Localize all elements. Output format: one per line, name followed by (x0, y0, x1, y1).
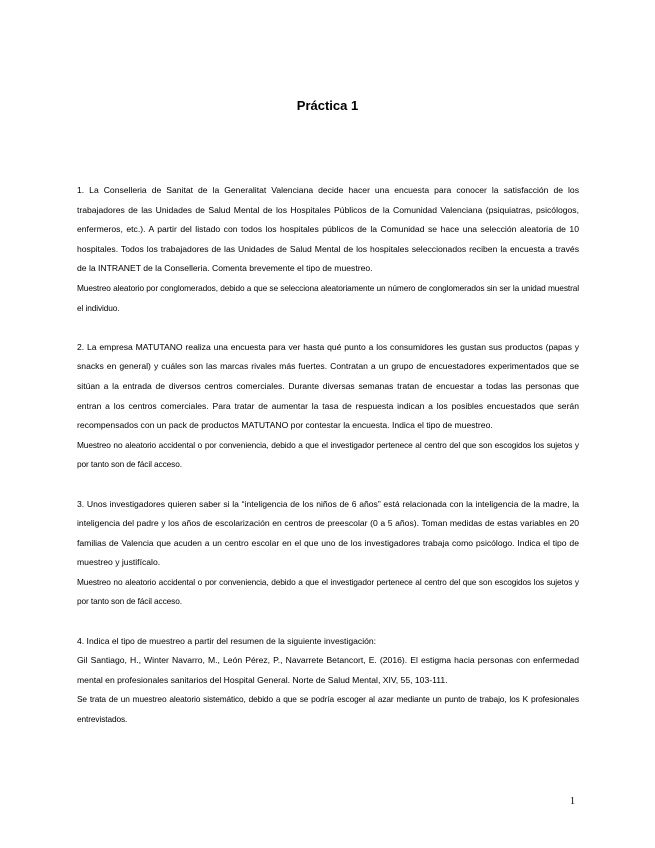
document-body (77, 181, 579, 730)
paragraph-spacer (77, 475, 579, 495)
question-4-answer: Se trata de un muestreo aleatorio sistemático, debido a que se podría escoger al azar mediante un punto de trabajo, los K profesionales entrevistados. (77, 694, 579, 725)
question-4-citation: Gil Santiago, H., Winter Navarro, M., León Pérez, P., Navarrete Betancort, E. (2016). El estigma hacia personas con enfermedad mental en profesionales sanitarios del Hospital General. Norte de Salud Mental, XIV, 55, 103-111. (77, 655, 579, 685)
paragraph-spacer (77, 612, 579, 632)
question-1-answer: Muestreo aleatorio por conglomerados, debido a que se selecciona aleatoriamente un número de conglomerados sin ser la unidad muestral el individuo. (77, 282, 579, 313)
question-2-answer: Muestreo no aleatorio accidental o por conveniencia, debido a que el investigador pertenece al centro del que son escogidos los sujetos y por tanto son de fácil acceso. (77, 439, 579, 470)
page-number: 1 (570, 796, 575, 807)
question-4-text: 4. Indica el tipo de muestreo a partir del resumen de la siguiente investigación: (77, 635, 377, 646)
page-title: Práctica 1 (296, 98, 359, 113)
question-1-text: 1. La Conselleria de Sanitat de la Generalitat Valenciana decide hacer una encuesta para conocer la satisfacción de los trabajadores de las Unidades de Salud Mental de los Hospitales Públicos de la Comunidad Valenciana (psiquiatras, psicólogos, enfermeros, etc.). A partir del listado con todos los hospitales públicos de la Comunidad se hace una selección aleatoria de 10 hospitales. Todos los trabajadores de las Unidades de Salud Mental de los hospitales seleccionados reciben la encuesta a través de la INTRANET de la Conselleria. Comenta brevemente el tipo de muestreo. (77, 185, 579, 274)
question-3-text: 3. Unos investigadores quieren saber si la “inteligencia de los niños de 6 años” está relacionada con la inteligencia de la madre, la inteligencia del padre y los años de escolarización en centros de preescolar (0 a 5 años). Toman medidas de estas variables en 20 familias de Valencia que acuden a un centro escolar en el que uno de los investigadores trabaja como psicólogo. Indica el tipo de muestreo y justifícalo. (77, 498, 579, 568)
question-2-text: 2. La empresa MATUTANO realiza una encuesta para ver hasta qué punto a los consumidores les gustan sus productos (papas y snacks en general) y cuáles son las marcas rivales más fuertes. Contratan a un grupo de encuestadores experimentados que se sitúan a la entrada de diversos centros comerciales. Durante diversas semanas tratan de encuestar a todas las personas que entran a los centros comerciales. Para tratar de aumentar la tasa de respuesta indican a los posibles encuestados que serán recompensados con un pack de productos MATUTANO por contestar la encuesta. Indica el tipo de muestreo. (77, 341, 579, 431)
question-3-answer: Muestreo no aleatorio accidental o por conveniencia, debido a que el investigador pertenece al centro del que son escogidos los sujetos y por tanto son de fácil acceso. (77, 576, 579, 607)
paragraph-spacer (77, 318, 579, 338)
